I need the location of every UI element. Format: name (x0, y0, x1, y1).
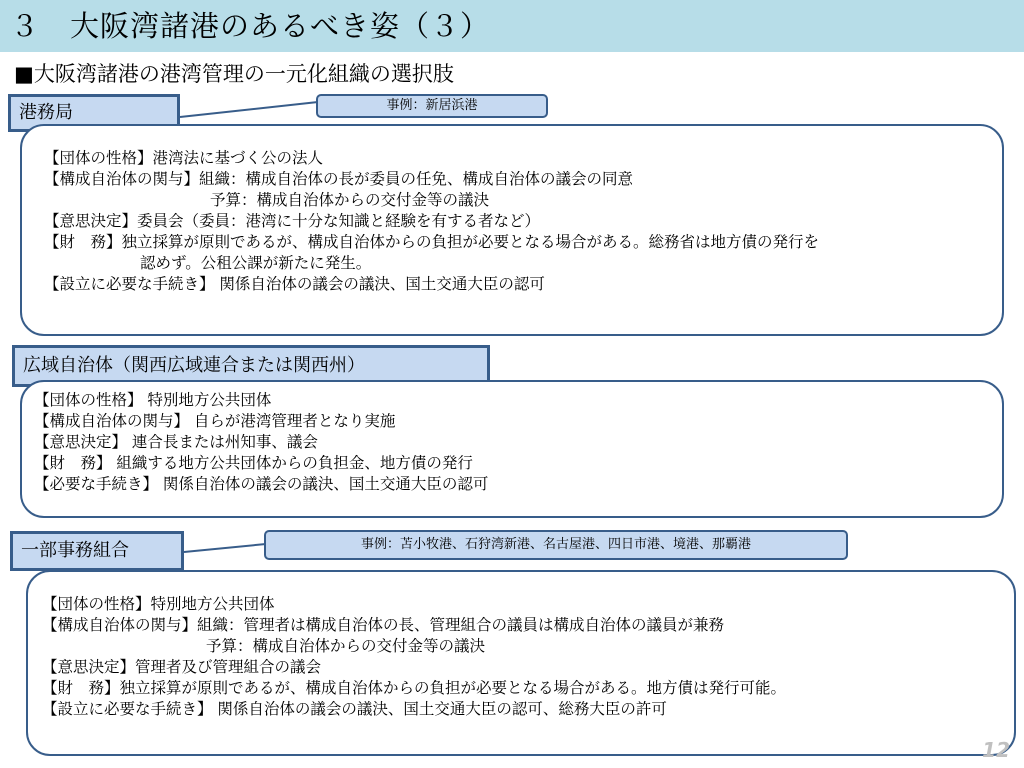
text-line: 【意思決定】管理者及び管理組合の議会 (42, 658, 322, 676)
label-partial-affairs-union: 一部事務組合 (10, 531, 184, 571)
text-line: 【意思決定】委員会（委員：港湾に十分な知識と経験を有する者など） (44, 212, 541, 230)
page-title: ３ 大阪湾諸港のあるべき姿（３） (10, 9, 491, 43)
text-line: 【構成自治体の関与】 自らが港湾管理者となり実施 (34, 412, 396, 430)
label-port-authority: 港務局 (8, 94, 180, 132)
subtitle: ■大阪湾諸港の港湾管理の一元化組織の選択肢 (14, 62, 454, 86)
panel-regional-government (20, 380, 1004, 518)
text-line: 【財 務】独立採算が原則であるが、構成自治体からの負担が必要となる場合がある。総務省は地方債の発行を (44, 233, 820, 251)
example-partial-affairs-union: 事例：苫小牧港、石狩湾新港、名古屋港、四日市港、境港、那覇港 (264, 530, 848, 560)
text-line: 【設立に必要な手続き】 関係自治体の議会の議決、国土交通大臣の認可 (44, 275, 545, 293)
text-line: 予算：構成自治体からの交付金等の議決 (210, 191, 490, 209)
example-port-authority: 事例：新居浜港 (316, 94, 548, 118)
text-line: 【意思決定】 連合長または州知事、議会 (34, 433, 318, 451)
panel-port-authority (20, 124, 1004, 336)
text-line: 予算：構成自治体からの交付金等の議決 (206, 637, 486, 655)
text-line: 【財 務】 組織する地方公共団体からの負担金、地方債の発行 (34, 454, 473, 472)
text-line: 【団体の性格】 特別地方公共団体 (34, 391, 272, 409)
text-line: 【団体の性格】特別地方公共団体 (42, 595, 275, 613)
text-line: 【構成自治体の関与】組織：管理者は構成自治体の長、管理組合の議員は構成自治体の議員が兼務 (42, 616, 725, 634)
page-number: 12 (982, 738, 1010, 762)
panel-partial-affairs-union (26, 570, 1016, 756)
text-line: 【財 務】独立採算が原則であるが、構成自治体からの負担が必要となる場合がある。地方債は発行可能。 (42, 679, 787, 697)
text-line: 【必要な手続き】 関係自治体の議会の議決、国土交通大臣の認可 (34, 475, 489, 493)
text-line: 【団体の性格】港湾法に基づく公の法人 (44, 149, 324, 167)
text-line: 認めず。公租公課が新たに発生。 (140, 254, 372, 272)
text-line: 【構成自治体の関与】組織：構成自治体の長が委員の任免、構成自治体の議会の同意 (44, 170, 634, 188)
text-line: 【設立に必要な手続き】 関係自治体の議会の議決、国土交通大臣の認可、総務大臣の許可 (42, 700, 667, 718)
label-regional-government: 広域自治体（関西広域連合または関西州） (12, 345, 490, 387)
